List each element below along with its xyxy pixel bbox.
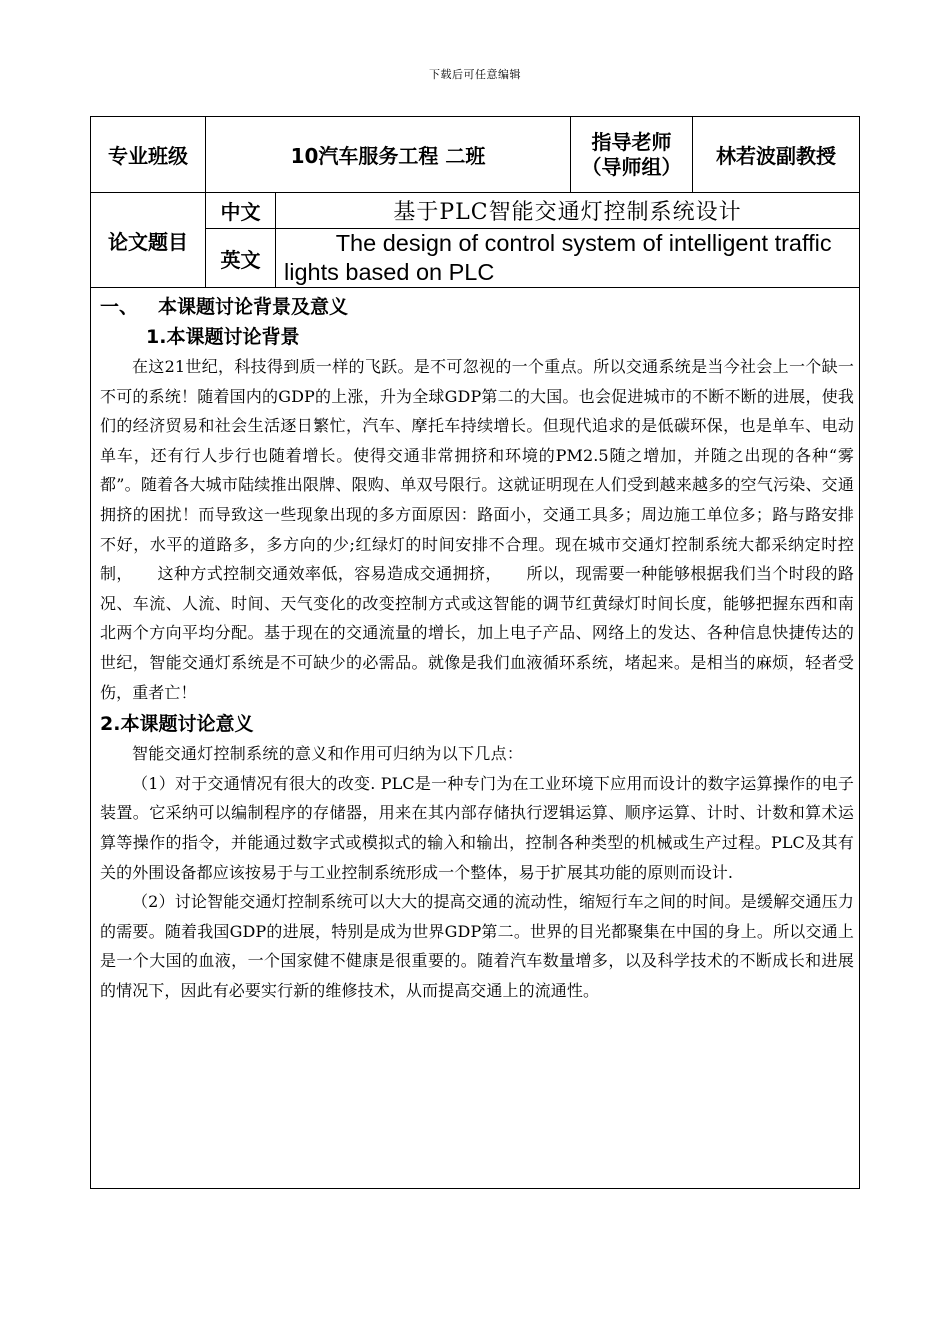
subsection-heading-background: 1.本课题讨论背景 bbox=[146, 326, 300, 348]
subsection-heading-significance: 2.本课题讨论意义 bbox=[100, 713, 254, 736]
table-border-bottom bbox=[90, 1188, 860, 1189]
content-area bbox=[100, 292, 854, 1005]
background-paragraph: 在这21世纪，科技得到质一样的飞跃。是不可忽视的一个重点。所以交通系统是当今社会上一个缺一不可的系统！随着国内的GDP的上涨，升为全球GDP第二的大国。也会促进城市的不断不断的进展，使我们的经济贸易和社会生活逐日繁忙，汽车、摩托车持续增长。但现代追求的是低碳环保，也是单车、电动单车，还有行人步行也随着增长。使得交通非常拥挤和环境的PM2.5随之增加，并随之出现的各种“雾都”。随着各大城市陆续推出限牌、限购、单双号限行。这就证明现在人们受到越来越多的空气污染、交通拥挤的困扰！而导致这一些现象出现的多方面原因：路面小，交通工具多；周边施工单位多；路与路安排不好，水平的道路多，多方向的少;红绿灯的时间安排不合理。现在城市交通灯控制系统大都采纳定时控制， 这种方式控制交通效率低，容易造成交通拥挤， 所以，现需要一种能够根据我们当个时段的路况、车流、人流、时间、天气变化的改变控制方式或这智能的调节红黄绿灯时间长度，能够把握东西和南北两个方向平均分配。基于现在的交通流量的增长，加上电子产品、网络上的发达、各种信息快捷传达的世纪，智能交通灯系统是不可缺少的必需品。就像是我们血液循环系统，堵起来。是相当的麻烦，轻者受伤，重者亡！ bbox=[100, 357, 854, 702]
chinese-title: 基于PLC智能交通灯控制系统设计 bbox=[393, 200, 742, 225]
significance-point-1: （1）对于交通情况有很大的改变. PLC是一种专门为在工业环境下应用而设计的数字运算操作的电子装置。它采纳可以编制程序的存储器，用来在其内部存储执行逻辑运算、顺序运算、计时、计数和算术运算等操作的指令，并能通过数字式或模拟式的输入和输出，控制各种类型的机械或生产过程。PLC及其有关的外围设备都应该按易于与工业控制系统形成一个整体，易于扩展其功能的原则而设计. bbox=[100, 773, 854, 882]
page-header-note: 下载后可任意编辑 bbox=[429, 68, 521, 81]
table-border-right bbox=[859, 116, 860, 1189]
section-heading bbox=[100, 292, 854, 322]
major-label: 专业班级 bbox=[108, 144, 188, 168]
advisor-value: 林若波副教授 bbox=[716, 144, 836, 168]
significance-intro: 智能交通灯控制系统的意义和作用可归纳为以下几点： bbox=[132, 744, 524, 764]
english-label: 英文 bbox=[220, 247, 261, 272]
section-number: 一、 bbox=[100, 296, 139, 318]
advisor-label: 指导老师（导师组） bbox=[581, 129, 682, 179]
section-title: 本课题讨论背景及意义 bbox=[158, 296, 349, 318]
significance-point-2: （2）讨论智能交通灯控制系统可以大大的提高交通的流动性，缩短行车之间的时间。是缓解交通压力的需要。随着我国GDP的进展，特别是成为世界GDP第二。世界的目光都聚集在中国的身上。所以交通上是一个大国的血液，一个国家健不健康是很重要的。随着汽车数量增多，以及科学技术的不断成长和进展的情况下，因此有必要实行新的维修技术，从而提高交通上的流通性。 bbox=[100, 892, 854, 1000]
english-title: The design of control system of intelligent traffic lights based on PLC bbox=[284, 230, 832, 285]
table-row-divider bbox=[90, 287, 860, 288]
chinese-label: 中文 bbox=[220, 200, 261, 224]
major-value: 10汽车服务工程 二班 bbox=[290, 144, 486, 168]
thesis-title-label: 论文题目 bbox=[108, 229, 188, 254]
